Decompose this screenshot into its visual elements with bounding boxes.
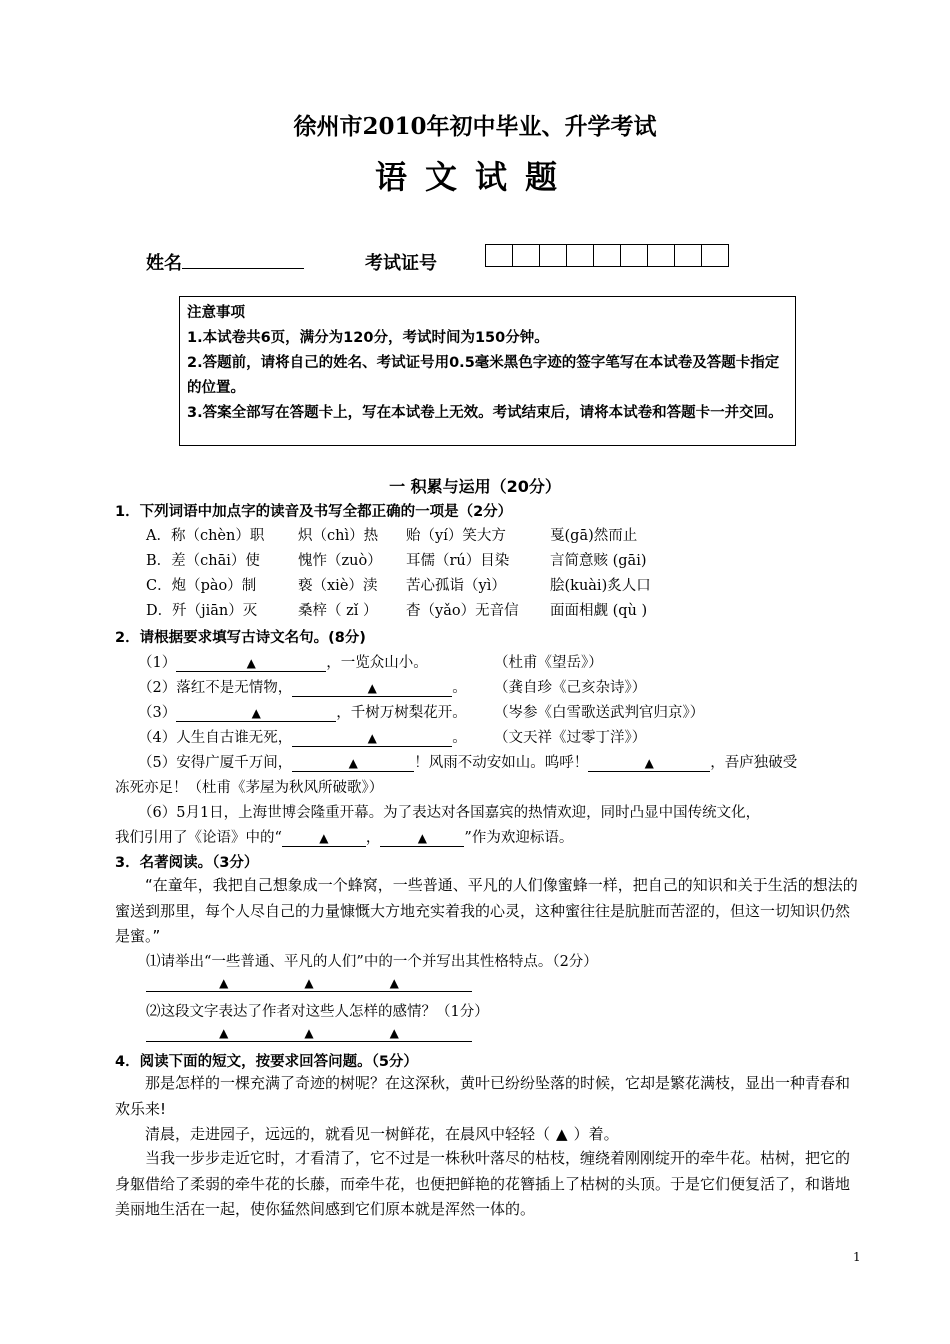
q1-stem: 1．下列词语中加点字的读音及书写全都正确的一项是（2分） [115, 504, 513, 520]
q4-paragraph-3: 当我一步步走近它时，才看清了，它不过是一株秋叶落尽的枯枝，缠绕着刚刚绽开的牵牛花。枯树，把它的身躯借给了柔弱的牵牛花的长藤，而牵牛花，也便把鲜艳的花簪插上了枯树的头顶。于是它们便复活了，和谐地美丽地生活在一起，使你猛然间感到它们原本就是浑然一体的。 [115, 1149, 851, 1218]
answer-blank[interactable]: ▲ [292, 755, 414, 772]
notice-item: 3.答案全部写在答题卡上，写在本试卷上无效。考试结束后，请将本试卷和答题卡一并交回。 [187, 405, 783, 421]
exam-title: 徐州市2010年初中毕业、升学考试 [293, 113, 657, 140]
answer-blank[interactable]: ▲ [556, 1125, 568, 1143]
id-label: 考试证号 [365, 253, 437, 274]
q3-stem: 3．名著阅读。（3分） [115, 855, 259, 871]
q3-answer-line-1[interactable] [146, 975, 472, 992]
exam-subject: 语文试题 [374, 158, 575, 196]
q2-line-2: （2）落红不是无情物， ▲ 。 [138, 680, 467, 696]
answer-blank[interactable]: ▲ [176, 655, 326, 672]
answer-blank[interactable]: ▲ [380, 830, 464, 847]
q1-option-a4: 戛(gā)然而止 [550, 528, 638, 544]
answer-blank[interactable]: ▲ [176, 705, 336, 722]
id-box[interactable] [512, 244, 540, 267]
id-box[interactable] [701, 244, 729, 267]
q2-line-4: （4）人生自古谁无死， ▲ 。 [138, 730, 467, 746]
q1-option-b2: 愧怍（zuò） [298, 553, 382, 569]
q2-line-5-cont: 冻死亦足！（杜甫《茅屋为秋风所破歌》） [115, 780, 384, 796]
q1-option-b1: B．差（chāi）使 [146, 553, 260, 569]
notice-item: 1.本试卷共6页，满分为120分，考试时间为150分钟。 [187, 330, 549, 346]
answer-blank[interactable]: ▲ [588, 755, 710, 772]
name-blank[interactable] [182, 250, 304, 269]
q1-option-c1: C．炮（pào）制 [146, 578, 257, 594]
q2-source-2: （龚自珍《己亥杂诗》） [494, 680, 647, 696]
q1-option-d4: 面面相觑 (qù ) [550, 603, 648, 619]
notice-item: 2.答题前，请将自己的姓名、考试证号用0.5毫米黑色字迹的签字笔写在本试卷及答题卡指定的位置。 [187, 355, 780, 396]
id-box[interactable] [539, 244, 567, 267]
answer-blank[interactable]: ▲ ▲ ▲ [146, 1025, 472, 1042]
q1-option-c4: 脍(kuài)炙人口 [550, 578, 651, 594]
section-title: 一 积累与运用（20分） [389, 477, 561, 496]
id-box[interactable] [647, 244, 675, 267]
notice-heading: 注意事项 [187, 305, 245, 321]
q2-line-1: （1） ▲ ，一览众山小。 [138, 655, 428, 671]
answer-blank[interactable]: ▲ [282, 830, 366, 847]
q1-option-c3: 苦心孤诣（yì） [406, 578, 506, 594]
q2-line-3: （3） ▲ ，千树万树梨花开。 [138, 705, 467, 721]
q4-stem: 4．阅读下面的短文，按要求回答问题。（5分） [115, 1054, 418, 1070]
name-field [146, 249, 304, 275]
q2-stem: 2．请根据要求填写古诗文名句。(8分) [115, 630, 366, 646]
id-box[interactable] [620, 244, 648, 267]
q1-option-a1: A．称（chèn）职 [146, 528, 265, 544]
q1-option-b4: 言简意赅 (gāi) [550, 553, 647, 569]
q1-option-d3: 杳（yǎo）无音信 [406, 603, 519, 619]
q1-option-a3: 贻（yí）笑大方 [406, 528, 506, 544]
q3-sub-1: ⑴请举出“一些普通、平凡的人们”中的一个并写出其性格特点。（2分） [146, 954, 598, 970]
q1-option-c2: 亵（xiè）渎 [298, 578, 378, 594]
id-box[interactable] [674, 244, 702, 267]
id-box[interactable] [593, 244, 621, 267]
answer-blank[interactable]: ▲ [292, 680, 452, 697]
q2-line-6: （6）5月1日，上海世博会隆重开幕。为了表达对各国嘉宾的热情欢迎，同时凸显中国传统文化， [138, 805, 761, 821]
q3-sub-2: ⑵这段文字表达了作者对这些人怎样的感情？（1分） [146, 1004, 489, 1020]
q1-option-b3: 耳儒（rú）目染 [406, 553, 510, 569]
q2-source-4: （文天祥《过零丁洋》） [494, 730, 647, 746]
q3-answer-line-2[interactable] [146, 1025, 472, 1042]
q2-line-5: （5）安得广厦千万间， ▲ ！风雨不动安如山。呜呼！ ▲ ，吾庐独破受 [138, 755, 798, 771]
name-label: 姓名 [146, 253, 182, 274]
q1-option-d2: 桑梓（ zǐ ） [298, 603, 378, 619]
q3-passage: “在童年，我把自己想象成一个蜂窝，一些普通、平凡的人们像蜜蜂一样，把自己的知识和关于生活的想法的蜜送到那里，每个人尽自己的力量慷慨大方地充实着我的心灵，这种蜜往往是肮脏而苦涩的，但这一切知识仍然是蜜。” [115, 876, 858, 945]
q2-line-6-cont: 我们引用了《论语》中的“ ▲ ， ▲ ”作为欢迎标语。 [115, 830, 574, 846]
q2-source-3: （岑参《白雪歌送武判官归京》） [494, 705, 705, 721]
id-box[interactable] [566, 244, 594, 267]
notice-box [179, 296, 796, 446]
id-number-boxes[interactable] [486, 244, 729, 267]
answer-blank[interactable]: ▲ [292, 730, 452, 747]
q1-option-d1: D．歼（jiān）灭 [146, 603, 258, 619]
id-box[interactable] [485, 244, 513, 267]
answer-blank[interactable]: ▲ ▲ ▲ [146, 975, 472, 992]
page-number: 1 [853, 1250, 861, 1264]
q4-paragraph-1: 那是怎样的一棵充满了奇迹的树呢？在这深秋，黄叶已纷纷坠落的时候，它却是繁花满枝，显出一种青春和欢乐来! [115, 1074, 851, 1118]
q2-source-1: （杜甫《望岳》） [494, 655, 603, 671]
q4-paragraph-2: 清晨，走进园子，远远的，就看见一树鲜花，在晨风中轻轻（ ▲ ）着。 [145, 1125, 619, 1143]
q1-option-a2: 炽（chì）热 [298, 528, 379, 544]
